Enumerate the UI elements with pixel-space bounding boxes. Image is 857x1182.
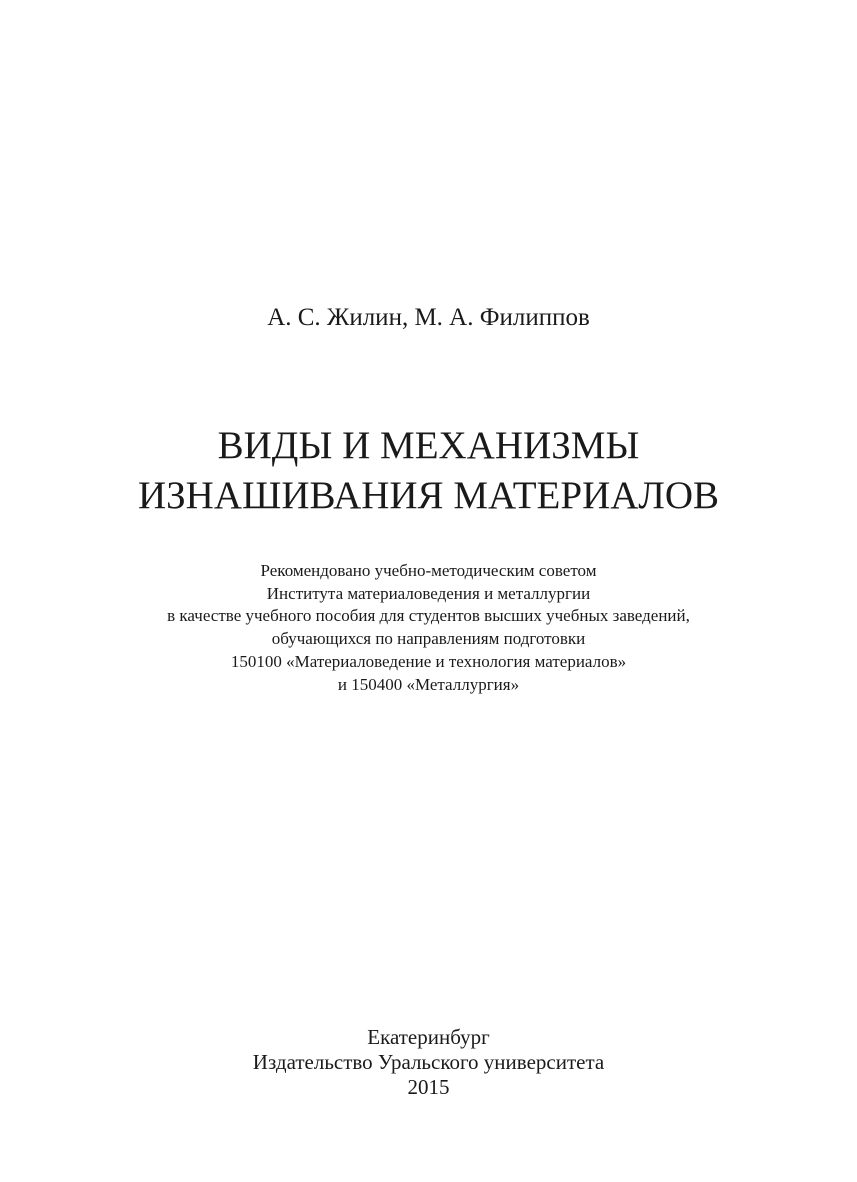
recommendation-line: Рекомендовано учебно-методическим советом — [260, 561, 597, 580]
title-line-1: ВИДЫ И МЕХАНИЗМЫ — [217, 424, 640, 467]
recommendation-line: в качестве учебного пособия для студентов высших учебных заведений, — [167, 606, 690, 625]
imprint-year: 2015 — [407, 1075, 450, 1099]
title-line-2: ИЗНАШИВАНИЯ МАТЕРИАЛОВ — [137, 474, 720, 517]
imprint-publisher: Издательство Уральского университета — [252, 1050, 605, 1074]
imprint-city: Екатеринбург — [367, 1025, 490, 1049]
recommendation-line: 150100 «Материаловедение и технология материалов» — [230, 652, 627, 671]
recommendation-line: и 150400 «Металлургия» — [337, 675, 520, 694]
recommendation-line: обучающихся по направлениям подготовки — [271, 629, 586, 648]
recommendation-line: Института материаловедения и металлургии — [266, 584, 591, 603]
authors: А. С. Жилин, М. А. Филиппов — [267, 304, 590, 331]
